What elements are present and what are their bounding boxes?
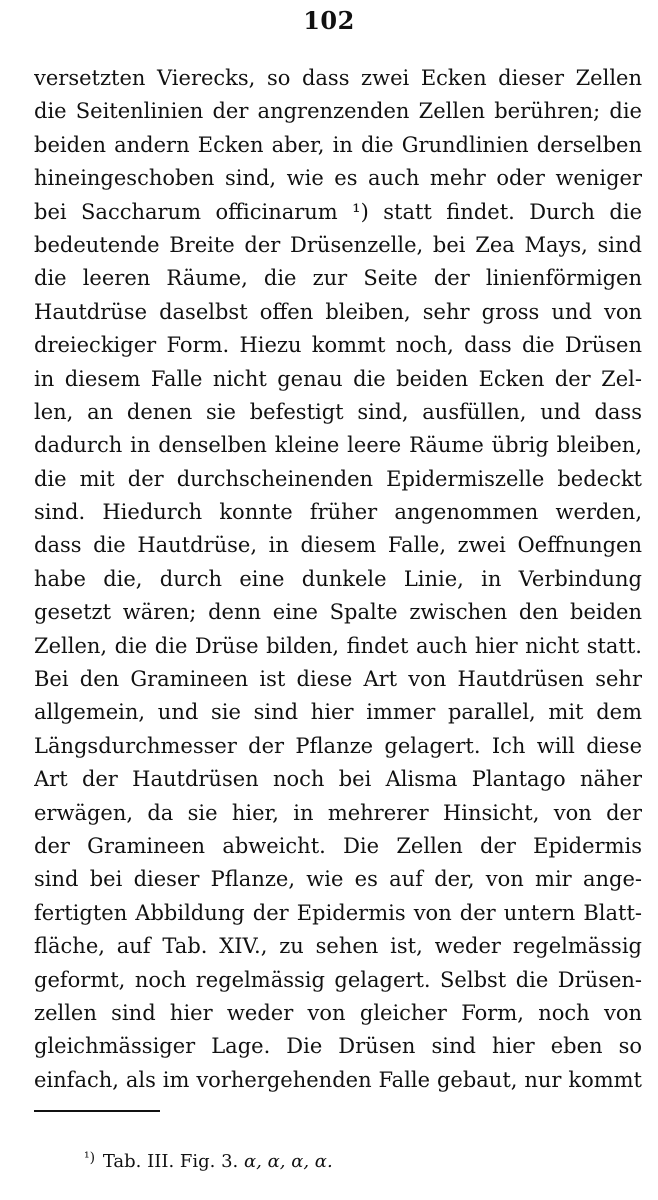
text-line: beiden andern Ecken aber, in die Grundlinien derselben (34, 132, 642, 157)
text-line: versetzten Vierecks, so dass zwei Ecken dieser Zellen (34, 66, 642, 90)
text-line: bei Saccharum officinarum ¹) statt findet. Durch die (34, 199, 642, 224)
text-line: bedeutende Breite der Drüsenzelle, bei Zea Mays, sind (34, 232, 642, 257)
text-line: zellen sind hier weder von gleicher Form, noch von (34, 1000, 642, 1025)
text-line: einfach, als im vorhergehenden Falle gebaut, nur kommt (34, 1067, 642, 1092)
text-line: fertigten Abbildung der Epidermis von der untern Blatt- (34, 900, 642, 925)
text-line: habe die, durch eine dunkele Linie, in Verbindung (34, 566, 642, 591)
text-line: fläche, auf Tab. XIV., zu sehen ist, weder regelmässig (34, 934, 642, 959)
text-line: erwägen, da sie hier, in mehrerer Hinsicht, von der (34, 800, 642, 825)
footnote-rule (34, 1110, 160, 1112)
text-line: Art der Hautdrüsen noch bei Alisma Plantago näher (34, 767, 642, 792)
text-line: in diesem Falle nicht genau die beiden Ecken der Zel- (34, 366, 642, 391)
page-number: 102 (303, 6, 355, 35)
text-line: die Seitenlinien der angrenzenden Zellen berühren; die (34, 99, 642, 124)
text-line: hineingeschoben sind, wie es auch mehr oder weniger (34, 166, 642, 191)
text-line: Hautdrüse daselbst offen bleiben, sehr gross und von (34, 299, 642, 324)
text-line: Bei den Gramineen ist diese Art von Hautdrüsen sehr (34, 667, 642, 692)
text-line: dadurch in denselben kleine leere Räume übrig bleiben, (34, 433, 642, 458)
body-text (34, 62, 642, 1097)
text-line: len, an denen sie befestigt sind, ausfüllen, und dass (34, 399, 642, 424)
text-line: der Gramineen abweicht. Die Zellen der Epidermis (34, 833, 642, 858)
text-line: sind. Hiedurch konnte früher angenommen werden, (34, 500, 642, 525)
text-line: geformt, noch regelmässig gelagert. Selbst die Drüsen- (34, 967, 642, 992)
text-line: Längsdurchmesser der Pflanze gelagert. Ich will diese (34, 733, 642, 758)
text-line: Zellen, die die Drüse bilden, findet auch hier nicht statt. (34, 633, 642, 658)
footnote-marker: ¹) (84, 1150, 96, 1166)
text-line: die leeren Räume, die zur Seite der linienförmigen (34, 266, 642, 291)
footnote-text: Tab. III. Fig. 3. (102, 1151, 239, 1172)
text-line: gesetzt wären; denn eine Spalte zwischen den beiden (34, 600, 642, 625)
text-line: dass die Hautdrüse, in diesem Falle, zwei Oeffnungen (34, 533, 642, 558)
text-line: die mit der durchscheinenden Epidermiszelle bedeckt (34, 466, 642, 491)
footnote (84, 1150, 333, 1172)
footnote-greek: α, α, α, α. (244, 1151, 333, 1172)
text-line: gleichmässiger Lage. Die Drüsen sind hier eben so (34, 1034, 642, 1059)
text-line: dreieckiger Form. Hiezu kommt noch, dass die Drüsen (34, 333, 642, 358)
text-line: allgemein, und sie sind hier immer parallel, mit dem (34, 700, 642, 725)
text-line: sind bei dieser Pflanze, wie es auf der, von mir ange- (34, 867, 642, 892)
